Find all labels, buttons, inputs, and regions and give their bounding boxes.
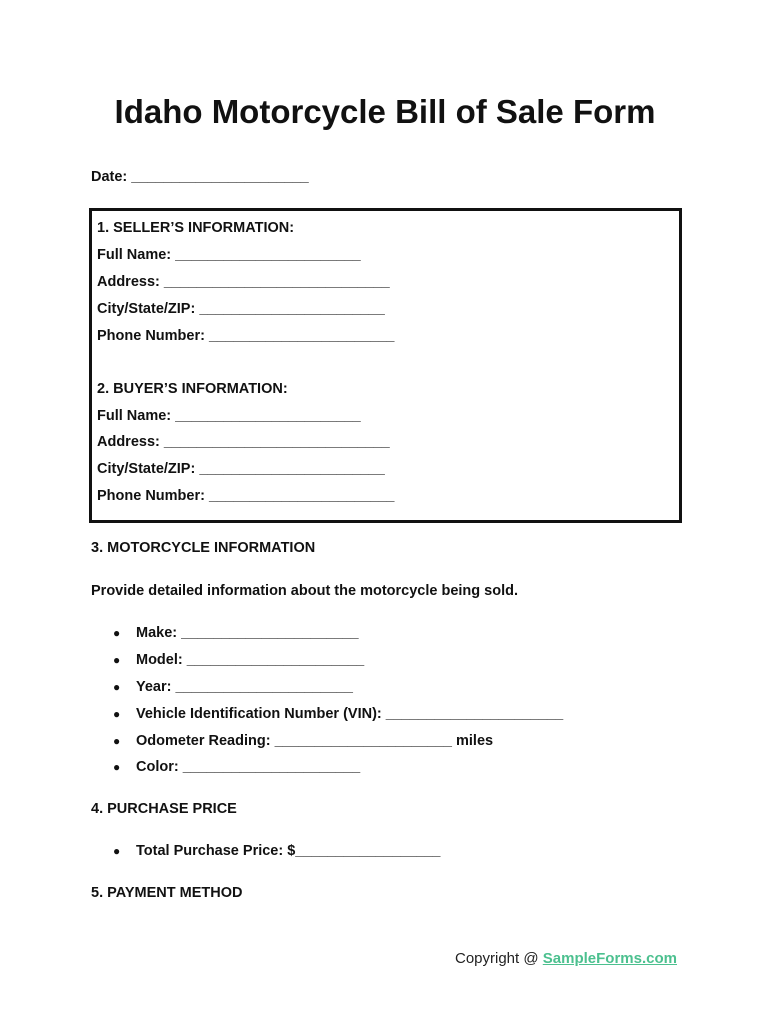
copyright-text: Copyright @	[455, 950, 543, 967]
seller-full-name-field[interactable]: Full Name: _______________________	[97, 247, 361, 263]
odometer-field[interactable]: Odometer Reading: ______________________ miles	[136, 733, 494, 749]
motorcycle-heading: 3. MOTORCYCLE INFORMATION	[91, 540, 316, 556]
bullet-icon: ●	[113, 680, 121, 694]
page-title: Idaho Motorcycle Bill of Sale Form	[114, 93, 656, 130]
sampleforms-link[interactable]: SampleForms.com	[542, 950, 677, 967]
bullet-icon: ●	[113, 626, 121, 640]
buyer-phone-field[interactable]: Phone Number: _______________________	[97, 488, 395, 504]
make-field[interactable]: Make: ______________________	[136, 625, 359, 641]
bullet-icon: ●	[113, 653, 121, 667]
seller-city-state-zip-field[interactable]: City/State/ZIP: _______________________	[97, 301, 385, 317]
model-field[interactable]: Model: ______________________	[136, 652, 365, 668]
buyer-full-name-field[interactable]: Full Name: _______________________	[97, 408, 361, 424]
date-field[interactable]: Date: ______________________	[91, 169, 309, 185]
buyer-city-state-zip-field[interactable]: City/State/ZIP: _______________________	[97, 461, 385, 477]
bullet-icon: ●	[113, 734, 121, 748]
vin-field[interactable]: Vehicle Identification Number (VIN): ______________________	[136, 706, 564, 722]
seller-heading: 1. SELLER’S INFORMATION:	[97, 220, 295, 236]
color-field[interactable]: Color: ______________________	[136, 759, 361, 775]
bullet-icon: ●	[113, 844, 121, 858]
bullet-icon: ●	[113, 760, 121, 774]
buyer-heading: 2. BUYER’S INFORMATION:	[97, 381, 288, 397]
total-purchase-price-field[interactable]: Total Purchase Price: $__________________	[136, 843, 441, 859]
copyright-footer	[455, 950, 677, 967]
purchase-price-heading: 4. PURCHASE PRICE	[91, 801, 237, 817]
seller-phone-field[interactable]: Phone Number: _______________________	[97, 328, 395, 344]
buyer-address-field[interactable]: Address: ____________________________	[97, 434, 390, 450]
bullet-icon: ●	[113, 707, 121, 721]
seller-address-field[interactable]: Address: ____________________________	[97, 274, 390, 290]
year-field[interactable]: Year: ______________________	[136, 679, 353, 695]
motorcycle-intro: Provide detailed information about the motorcycle being sold.	[91, 583, 518, 599]
payment-method-heading: 5. PAYMENT METHOD	[91, 885, 243, 901]
